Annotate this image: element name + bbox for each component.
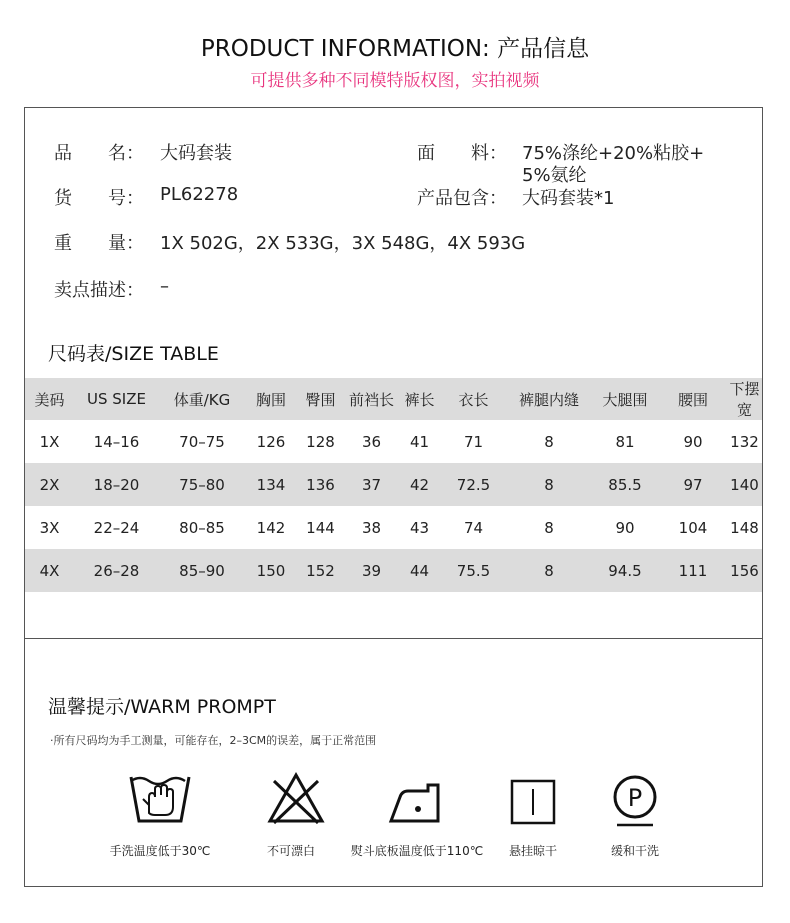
dry-clean-symbol: P (627, 784, 643, 812)
header-cell: 裤长 (399, 378, 440, 420)
contents-label: 产品包含： (417, 188, 507, 209)
table-cell: 148 (730, 518, 759, 537)
table-cell: 75–80 (159, 463, 245, 506)
table-cell: 90 (615, 518, 635, 537)
table-cell: 2X (25, 463, 74, 506)
table-cell: 36 (361, 432, 382, 451)
weight-label: 重 量： (54, 233, 144, 254)
table-cell: 70–75 (179, 432, 225, 451)
table-cell: 90 (683, 432, 703, 451)
table-cell: 80–85 (179, 518, 225, 537)
iron-icon (388, 781, 442, 825)
name-value: 大码套装 (160, 143, 232, 164)
table-cell: 72.5 (440, 463, 507, 506)
no-bleach-icon (266, 771, 326, 827)
table-cell: 94.5 (591, 549, 659, 592)
table-cell: 104 (678, 518, 708, 537)
dry-clean-p-icon (611, 773, 659, 829)
header-cell: 大腿围 (591, 378, 659, 420)
size-table-header-row (25, 378, 762, 420)
table-cell: 75.5 (440, 549, 507, 592)
table-cell: 42 (399, 463, 440, 506)
table-cell: 126 (256, 432, 286, 451)
header-cell: 腰围 (659, 378, 727, 420)
contents-value: 大码套装*1 (522, 188, 615, 209)
table-cell: 71 (463, 432, 484, 451)
care-label-dry-clean: 缓和干洗 (610, 844, 659, 858)
table-cell: 128 (306, 432, 335, 451)
item-no-value: PL62278 (160, 184, 239, 205)
table-cell: 132 (730, 432, 759, 451)
table-row (25, 506, 762, 549)
warm-prompt-title: 温馨提示/WARM PROMPT (48, 696, 276, 718)
hand-wash-icon (129, 773, 191, 825)
header-cell: 前裆长 (344, 378, 399, 420)
fabric-value-line2: 5%氨纶 (522, 165, 587, 186)
care-label-line-dry: 悬挂晾干 (508, 844, 557, 858)
table-cell: 144 (306, 518, 335, 537)
table-cell: 85.5 (591, 463, 659, 506)
header-cell: 胸围 (245, 378, 297, 420)
table-cell: 81 (615, 432, 635, 451)
table-cell: 97 (659, 463, 727, 506)
table-cell: 4X (25, 549, 74, 592)
header-cell: 下摆宽 (727, 378, 762, 420)
header-cell: 美码 (25, 378, 74, 420)
table-cell: 39 (344, 549, 399, 592)
table-cell: 14–16 (93, 432, 140, 451)
table-cell: 8 (507, 463, 591, 506)
header-cell: 衣长 (440, 378, 507, 420)
table-cell: 134 (245, 463, 297, 506)
table-cell: 8 (544, 518, 554, 537)
table-cell: 136 (297, 463, 344, 506)
page-title: PRODUCT INFORMATION: 产品信息 (200, 36, 590, 62)
table-cell: 74 (463, 518, 484, 537)
header-cell: 体重/KG (159, 378, 245, 420)
table-cell: 85–90 (159, 549, 245, 592)
table-cell: 152 (297, 549, 344, 592)
table-row (25, 420, 762, 463)
header-cell: 臀围 (297, 378, 344, 420)
table-cell: 8 (507, 549, 591, 592)
item-no-label: 货 号： (54, 188, 144, 209)
table-cell: 3X (39, 518, 60, 537)
name-label: 品 名： (54, 143, 144, 164)
table-cell: 18–20 (74, 463, 159, 506)
page-subtitle: 可提供多种不同模特版权图，实拍视频 (250, 71, 540, 91)
table-cell: 8 (544, 432, 554, 451)
selling-points-label: 卖点描述： (54, 280, 144, 301)
table-cell: 38 (361, 518, 382, 537)
table-cell: 26–28 (74, 549, 159, 592)
care-label-iron: 熨斗底板温度低于110℃ (350, 844, 484, 858)
table-cell: 37 (344, 463, 399, 506)
header-cell: 裤腿内缝 (507, 378, 591, 420)
size-table-title: 尺码表/SIZE TABLE (48, 343, 219, 365)
fabric-label: 面 料： (417, 143, 507, 164)
selling-points-value: – (160, 276, 169, 297)
table-cell: 1X (39, 432, 60, 451)
line-dry-icon (510, 779, 556, 825)
table-cell: 142 (256, 518, 286, 537)
table-row (25, 463, 762, 506)
table-cell: 41 (409, 432, 430, 451)
header-cell: US SIZE (74, 378, 159, 420)
care-label-hand-wash: 手洗温度低于30℃ (109, 844, 211, 858)
size-table (25, 378, 762, 592)
weight-value: 1X 502G，2X 533G，3X 548G，4X 593G (160, 233, 526, 254)
table-cell: 44 (399, 549, 440, 592)
table-row (25, 549, 762, 592)
measurement-note: ·所有尺码均为手工测量，可能存在，2–3CM的误差，属于正常范围 (50, 734, 377, 747)
table-cell: 140 (727, 463, 762, 506)
table-cell: 156 (727, 549, 762, 592)
care-label-no-bleach: 不可漂白 (266, 844, 315, 858)
section-divider (24, 638, 763, 639)
table-cell: 43 (409, 518, 430, 537)
fabric-value-line1: 75%涤纶+20%粘胶+ (522, 143, 705, 164)
table-cell: 111 (659, 549, 727, 592)
table-cell: 22–24 (93, 518, 140, 537)
table-cell: 150 (245, 549, 297, 592)
